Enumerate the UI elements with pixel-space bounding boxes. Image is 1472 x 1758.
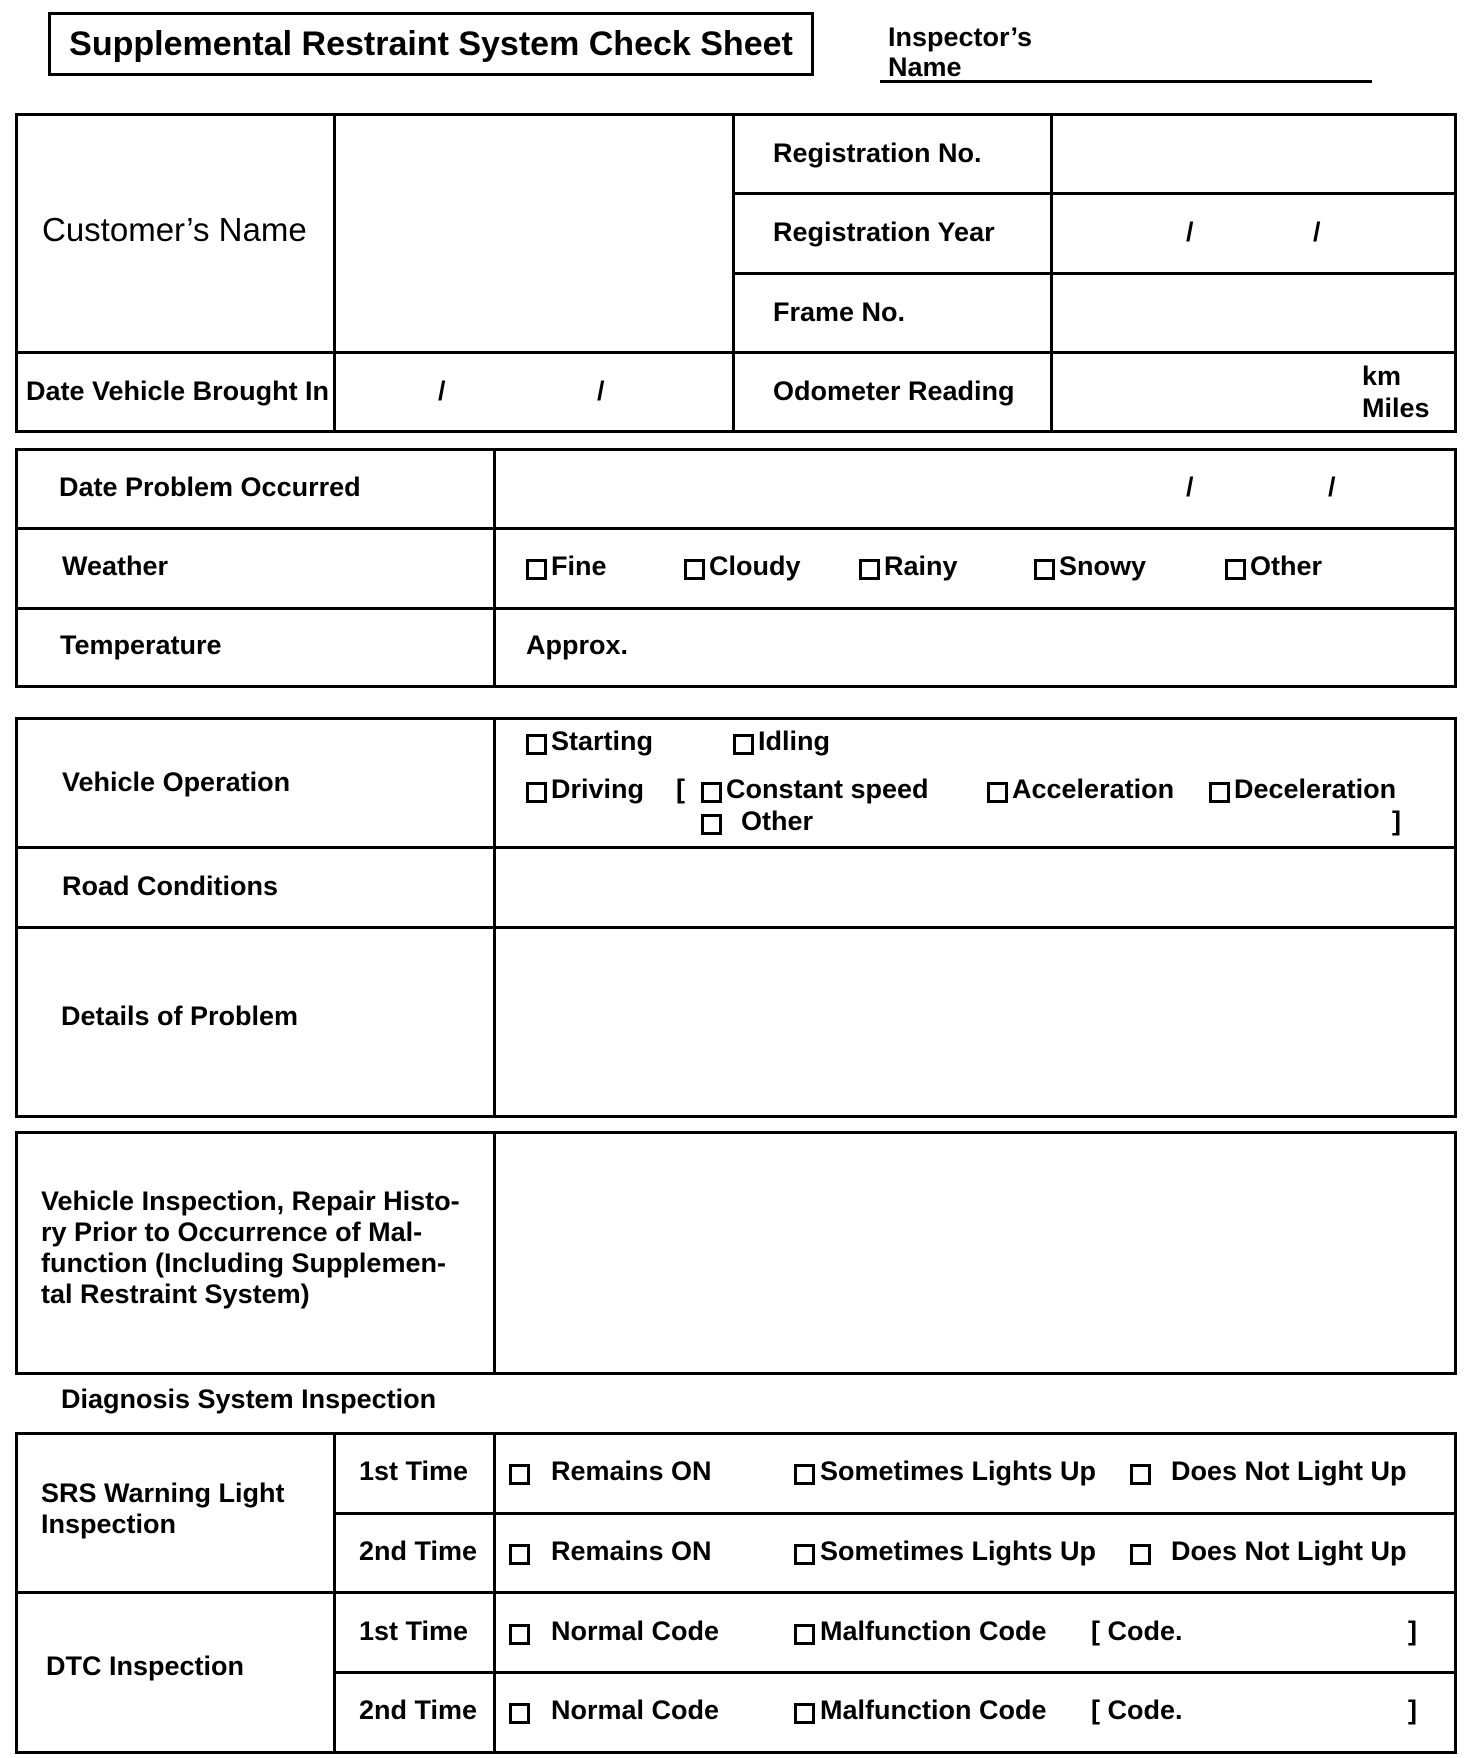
srs-first-time-label: 1st Time (359, 1456, 469, 1486)
srs2-remains-on-label: Remains ON (551, 1536, 712, 1566)
driving-checkbox[interactable] (526, 782, 547, 803)
weather-snowy-checkbox[interactable] (1034, 559, 1055, 580)
constant-speed-checkbox[interactable] (701, 782, 722, 803)
customer-name-label: Customer’s Name (42, 211, 307, 248)
dtc1-code-label: [ Code. (1091, 1616, 1183, 1646)
dtc2-normal-code-checkbox[interactable] (509, 1703, 530, 1724)
date-separator: / (1186, 217, 1194, 247)
srs-second-time-label: 2nd Time (359, 1536, 478, 1566)
odometer-label: Odometer Reading (773, 376, 1015, 406)
customer-name-field[interactable] (336, 116, 730, 349)
weather-cloudy-checkbox[interactable] (684, 559, 705, 580)
acceleration-checkbox[interactable] (987, 782, 1008, 803)
weather-other-checkbox[interactable] (1225, 559, 1246, 580)
dtc1-malfunction-label: Malfunction Code (820, 1616, 1047, 1646)
srs2-not-light-label: Does Not Light Up (1171, 1536, 1407, 1566)
weather-fine-label: Fine (551, 551, 607, 581)
close-bracket: ] (1392, 806, 1401, 836)
srs1-sometimes-label: Sometimes Lights Up (820, 1456, 1097, 1486)
srs2-not-light-checkbox[interactable] (1130, 1544, 1151, 1565)
deceleration-label: Deceleration (1234, 774, 1397, 804)
date-brought-in-label: Date Vehicle Brought In (26, 376, 330, 406)
frame-no-field[interactable] (1053, 275, 1454, 350)
srs1-remains-on-label: Remains ON (551, 1456, 712, 1486)
idling-checkbox[interactable] (733, 734, 754, 755)
srs-warning-light-label: SRS Warning Light Inspection (41, 1478, 285, 1539)
date-separator: / (597, 376, 605, 406)
operation-other-label: Other (741, 806, 814, 836)
registration-no-label: Registration No. (773, 138, 982, 168)
road-conditions-field[interactable] (496, 849, 1454, 924)
date-separator: / (438, 376, 446, 406)
dtc2-malfunction-checkbox[interactable] (794, 1703, 815, 1724)
history-label: Vehicle Inspection, Repair Histo- ry Prior to Occurrence of Mal- function (Including Supplemen- tal Restraint System) (41, 1186, 460, 1309)
date-problem-label: Date Problem Occurred (59, 472, 361, 502)
weather-snowy-label: Snowy (1059, 551, 1147, 581)
inspector-name-field[interactable] (880, 80, 1372, 83)
starting-checkbox[interactable] (526, 734, 547, 755)
weather-other-label: Other (1250, 551, 1323, 581)
temperature-value: Approx. (526, 630, 629, 660)
page-title: Supplemental Restraint System Check Sheet (48, 12, 814, 76)
srs2-sometimes-checkbox[interactable] (794, 1544, 815, 1565)
diagnosis-section-title: Diagnosis System Inspection (61, 1384, 437, 1414)
srs2-remains-on-checkbox[interactable] (509, 1544, 530, 1565)
miles-unit: Miles (1362, 393, 1430, 423)
dtc1-normal-code-checkbox[interactable] (509, 1624, 530, 1645)
inspector-name-label: Inspector’s Name (888, 22, 1033, 82)
history-field[interactable] (496, 1134, 1454, 1372)
dtc2-normal-code-label: Normal Code (551, 1695, 720, 1725)
date-separator: / (1328, 472, 1336, 502)
driving-label: Driving (551, 774, 645, 804)
deceleration-checkbox[interactable] (1209, 782, 1230, 803)
temperature-label: Temperature (60, 630, 222, 660)
registration-no-field[interactable] (1053, 116, 1454, 191)
dtc2-malfunction-label: Malfunction Code (820, 1695, 1047, 1725)
weather-rainy-checkbox[interactable] (859, 559, 880, 580)
road-conditions-label: Road Conditions (62, 871, 278, 901)
weather-cloudy-label: Cloudy (709, 551, 801, 581)
details-field[interactable] (496, 929, 1454, 1115)
dtc2-code-close: ] (1408, 1695, 1417, 1725)
srs1-sometimes-checkbox[interactable] (794, 1464, 815, 1485)
km-unit: km (1362, 361, 1402, 391)
srs1-remains-on-checkbox[interactable] (509, 1464, 530, 1485)
dtc-second-time-label: 2nd Time (359, 1695, 478, 1725)
idling-label: Idling (758, 726, 830, 756)
vehicle-operation-label: Vehicle Operation (62, 767, 291, 797)
srs1-not-light-label: Does Not Light Up (1171, 1456, 1407, 1486)
srs2-sometimes-label: Sometimes Lights Up (820, 1536, 1097, 1566)
weather-fine-checkbox[interactable] (526, 559, 547, 580)
acceleration-label: Acceleration (1012, 774, 1175, 804)
registration-year-label: Registration Year (773, 217, 995, 247)
srs1-not-light-checkbox[interactable] (1130, 1464, 1151, 1485)
dtc1-code-close: ] (1408, 1616, 1417, 1646)
dtc-inspection-label: DTC Inspection (46, 1651, 245, 1681)
constant-speed-label: Constant speed (726, 774, 929, 804)
weather-rainy-label: Rainy (884, 551, 958, 581)
starting-label: Starting (551, 726, 654, 756)
dtc1-normal-code-label: Normal Code (551, 1616, 720, 1646)
dtc2-code-label: [ Code. (1091, 1695, 1183, 1725)
details-label: Details of Problem (61, 1001, 299, 1031)
date-separator: / (1186, 472, 1194, 502)
dtc-first-time-label: 1st Time (359, 1616, 469, 1646)
dtc1-malfunction-checkbox[interactable] (794, 1624, 815, 1645)
date-separator: / (1313, 217, 1321, 247)
open-bracket: [ (676, 774, 685, 804)
operation-other-checkbox[interactable] (701, 814, 722, 835)
weather-label: Weather (62, 551, 169, 581)
frame-no-label: Frame No. (773, 297, 906, 327)
